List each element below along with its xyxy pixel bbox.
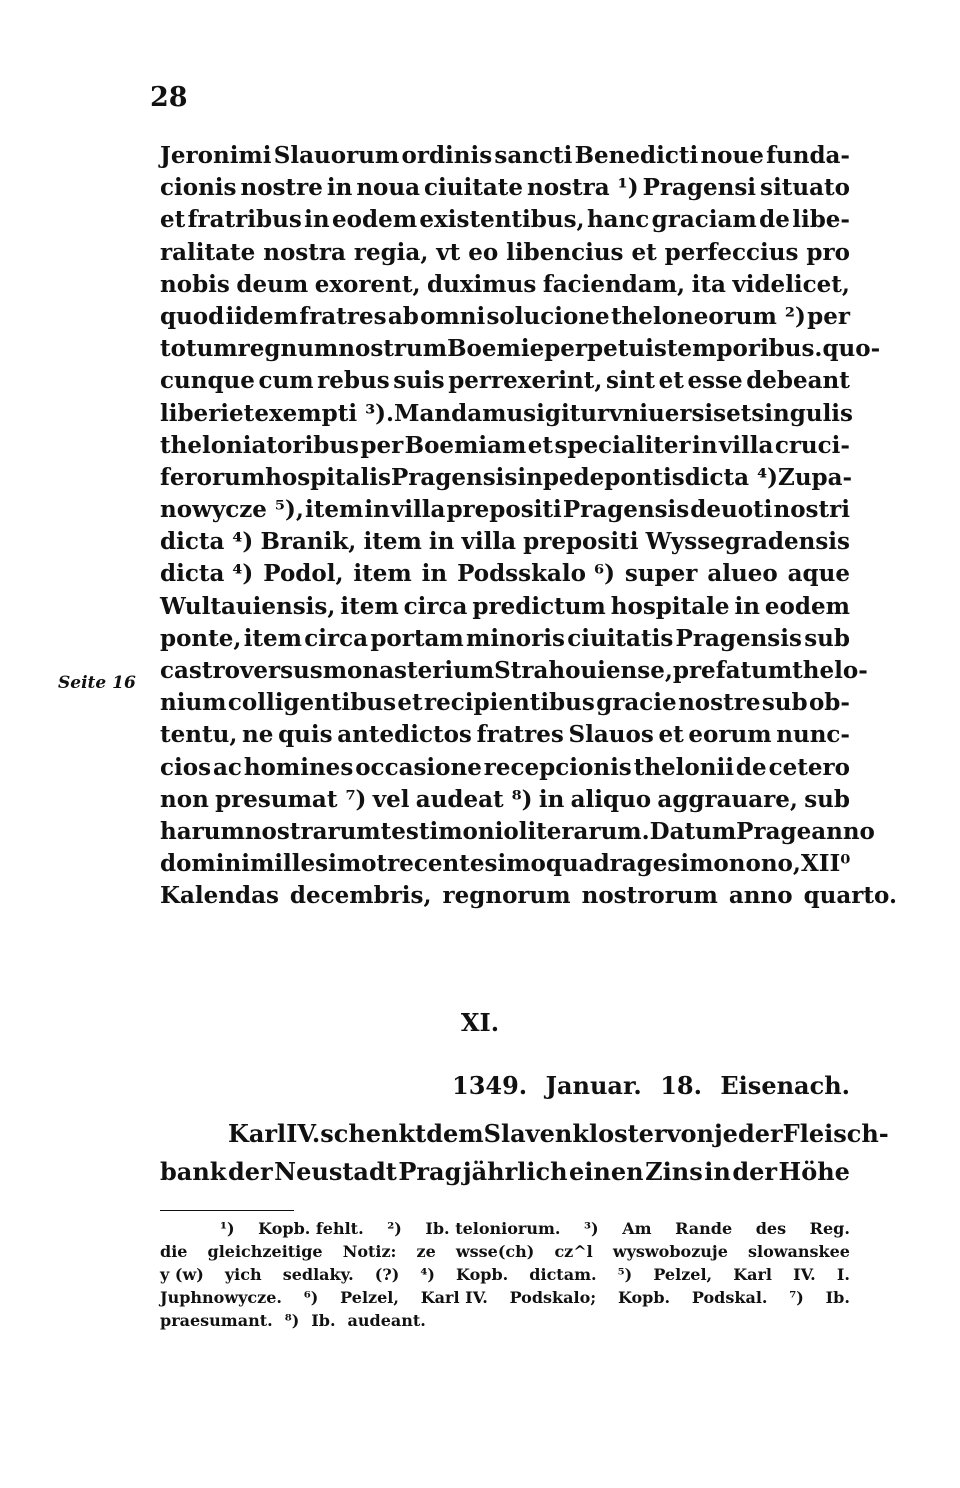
word: nostri — [773, 496, 850, 524]
word: exorent, — [314, 270, 421, 298]
word: thelonii — [633, 753, 734, 781]
word: Pelzel, — [340, 1288, 399, 1307]
word: vniuersis — [609, 399, 727, 427]
word: regia, — [353, 238, 429, 266]
word: wsse(ch) — [455, 1242, 535, 1261]
word: ob- — [808, 689, 850, 717]
word: hospitalis — [265, 463, 391, 491]
word: nostra ¹) — [526, 174, 639, 202]
text-line — [160, 816, 875, 848]
word: vt — [436, 238, 461, 266]
text-line — [160, 398, 853, 430]
text-line — [160, 172, 850, 204]
word: Podskalo; — [509, 1288, 597, 1307]
word: villa — [390, 496, 446, 524]
word: villa — [718, 431, 774, 459]
text-line — [160, 655, 868, 687]
word: nobis — [160, 270, 230, 298]
word: hanc — [586, 206, 650, 234]
word: ferorum — [160, 463, 266, 491]
word: ita — [691, 270, 726, 298]
word: specialiter — [554, 431, 691, 459]
word: cios — [160, 753, 212, 781]
word: libe- — [792, 206, 850, 234]
word: ²) — [387, 1219, 402, 1238]
word: dicta ⁴) — [160, 528, 254, 556]
word: domini — [160, 850, 250, 878]
word: Neustadt — [274, 1157, 397, 1186]
word: in — [538, 785, 565, 813]
word: item — [363, 528, 422, 556]
word: IV. — [793, 1265, 816, 1284]
word: circa — [403, 592, 468, 620]
word: super — [624, 560, 698, 588]
word: in — [304, 206, 330, 234]
word: sint — [605, 367, 655, 395]
text-line — [160, 526, 850, 558]
word: homines — [243, 753, 354, 781]
word: Branik, — [260, 528, 357, 556]
word: sub — [761, 689, 808, 717]
word: Karl IV. — [420, 1288, 488, 1307]
word: situato — [760, 174, 850, 202]
word: nono, — [728, 850, 801, 878]
word: exempti ³). — [254, 399, 395, 427]
text-line — [160, 204, 850, 236]
word: aggrauare, — [657, 785, 798, 813]
word: colligentibus — [227, 689, 397, 717]
word: Pragensi — [642, 174, 757, 202]
word: monasterium — [322, 657, 495, 684]
footnote-line — [160, 1263, 850, 1286]
word: in — [421, 560, 448, 588]
word: ³) — [584, 1219, 599, 1238]
word: de — [759, 206, 790, 234]
word: tentu, — [160, 721, 238, 749]
word: totum — [160, 335, 238, 363]
word: Höhe — [778, 1157, 850, 1186]
word: sub — [804, 624, 850, 652]
word: omni — [420, 302, 486, 330]
word: versus — [239, 657, 323, 684]
word: eodem — [764, 592, 850, 620]
word: ciuitate — [424, 174, 523, 202]
word: castro — [160, 657, 240, 684]
word: dicta ⁴) — [160, 560, 254, 588]
word: item — [340, 592, 399, 620]
word: prepositi — [523, 528, 639, 556]
word: pontis — [604, 463, 685, 491]
word: Zins — [645, 1157, 703, 1186]
word: perfeccius — [664, 238, 799, 266]
text-line — [160, 333, 881, 365]
word: sancti — [494, 142, 573, 169]
word: et — [658, 367, 684, 395]
word: quarto. — [803, 882, 897, 910]
word: trecentesimo — [376, 850, 546, 878]
word: Datum — [649, 817, 737, 845]
regest-text — [160, 1115, 889, 1191]
text-line — [160, 752, 850, 784]
word: anno — [811, 817, 875, 845]
word: Boemie — [447, 335, 545, 363]
word: Podol, — [263, 560, 344, 588]
word: XII⁰ — [800, 850, 851, 878]
word: eorum — [688, 721, 772, 749]
word: nostre — [240, 174, 323, 202]
word: noue — [700, 142, 764, 169]
word: Wultauiensis, — [160, 592, 336, 620]
word: audeant. — [347, 1311, 426, 1330]
word: suis — [393, 367, 445, 395]
word: dictam. — [529, 1265, 597, 1284]
word: slowanskee — [747, 1242, 850, 1261]
word: ne — [242, 721, 274, 749]
word: in — [692, 431, 718, 459]
word: recepcionis — [483, 753, 632, 781]
word: cionis — [160, 174, 237, 202]
word: ordinis — [401, 142, 493, 169]
word: fratres — [476, 721, 564, 749]
word: Podsskalo ⁶) — [457, 560, 615, 588]
word: de — [735, 753, 767, 781]
word: Pelzel, — [653, 1265, 713, 1284]
text-line — [160, 880, 897, 912]
word: nostrorum — [581, 882, 718, 910]
section-numeral: XI. — [460, 1008, 500, 1037]
word: Mandamus — [394, 399, 537, 427]
word: ⁷) — [789, 1288, 804, 1307]
word: videlicet, — [732, 270, 850, 298]
word: nowycze ⁵), — [160, 496, 304, 524]
word: item — [243, 624, 303, 652]
word: theloneorum ²) — [610, 302, 806, 330]
word: dicta ⁴) — [684, 463, 779, 491]
word: faciendam, — [542, 270, 686, 298]
word: Slauorum — [273, 142, 400, 169]
text-line — [160, 558, 850, 590]
word: et — [397, 689, 423, 717]
word: pro — [806, 238, 850, 266]
word: Kopb. — [456, 1265, 509, 1284]
word: fratribus — [187, 206, 302, 234]
word: schenkt — [320, 1119, 427, 1148]
date-part: 1349. — [452, 1071, 528, 1100]
word: bank — [160, 1157, 227, 1186]
text-line — [160, 623, 850, 655]
word: die — [160, 1242, 188, 1261]
word: Am — [622, 1219, 652, 1238]
text-line — [160, 591, 850, 623]
word: thelo- — [792, 657, 868, 684]
text-line — [160, 784, 850, 816]
word: Ib. — [825, 1288, 850, 1307]
word: harum — [160, 817, 245, 845]
word: jeder — [714, 1119, 783, 1148]
word: theloniatoribus — [160, 431, 359, 459]
word: millesimo — [249, 850, 377, 878]
word: decembris, — [289, 882, 432, 910]
regest-line — [160, 1115, 889, 1153]
word: cunque — [160, 367, 255, 395]
word: in — [734, 592, 760, 620]
text-line — [160, 237, 850, 269]
word: eo — [468, 238, 499, 266]
word: solucione — [486, 302, 610, 330]
word: non — [160, 785, 209, 813]
word: Slavenkloster — [483, 1119, 667, 1148]
word: sedlaky. — [282, 1265, 354, 1284]
word: des — [755, 1219, 787, 1238]
word: alueo — [707, 560, 778, 588]
word: prepositi — [446, 496, 562, 524]
word: Rande — [675, 1219, 733, 1238]
word: in — [517, 463, 543, 491]
text-line — [160, 365, 850, 397]
word: audeat ⁸) — [415, 785, 533, 813]
word: Kopb. fehlt. — [258, 1219, 364, 1238]
word: ciuitatis — [567, 624, 674, 652]
text-line — [160, 140, 850, 172]
word: anno — [728, 882, 793, 910]
word: Karl — [228, 1119, 287, 1148]
word: literarum. — [518, 817, 650, 845]
word: singulis — [751, 399, 853, 427]
word: testimonio — [380, 817, 519, 845]
word: minoris — [466, 624, 565, 652]
word: Zupa- — [778, 463, 853, 491]
word: hospitale — [610, 592, 730, 620]
word: einen — [569, 1157, 644, 1186]
word: ⁶) — [303, 1288, 319, 1307]
word: gleichzeitige — [207, 1242, 323, 1261]
word: cz^l — [554, 1242, 593, 1261]
word: igitur — [536, 399, 610, 427]
word: in — [364, 496, 390, 524]
word: et — [229, 399, 255, 427]
word: graciam — [651, 206, 757, 234]
word: Ib. teloniorum. — [425, 1219, 561, 1238]
text-line — [160, 301, 850, 333]
document-date-line — [452, 1071, 850, 1100]
word: cruci- — [774, 431, 850, 459]
word: et — [527, 431, 554, 459]
word: Kopb. — [617, 1288, 671, 1307]
word: Reg. — [809, 1219, 850, 1238]
word: et — [631, 238, 657, 266]
word: ⁸) — [284, 1311, 300, 1330]
word: ab — [387, 302, 419, 330]
word: nostrum — [338, 335, 448, 363]
word: eodem — [332, 206, 418, 234]
word: noua — [356, 174, 421, 202]
word: Slauos — [568, 721, 654, 749]
text-line — [160, 269, 850, 301]
word: quo- — [822, 335, 881, 363]
word: Jeronimi — [160, 142, 272, 169]
word: ponte, — [160, 624, 242, 652]
footnote-line — [160, 1217, 850, 1240]
footnote-line — [160, 1309, 850, 1332]
word: temporibus. — [666, 335, 823, 363]
word: I. — [836, 1265, 850, 1284]
word: perpetuis — [544, 335, 667, 363]
word: Wyssegradensis — [645, 528, 850, 556]
word: y (w) — [160, 1265, 204, 1284]
text-line — [160, 430, 850, 462]
word: von — [666, 1119, 714, 1148]
text-line — [160, 848, 850, 880]
word: funda- — [766, 142, 850, 169]
text-line — [160, 687, 850, 719]
word: praesumant. — [160, 1311, 273, 1330]
word: presumat ⁷) — [215, 785, 367, 813]
word: Prag — [398, 1157, 462, 1186]
word: ze — [416, 1242, 436, 1261]
word: der — [227, 1157, 273, 1186]
word: duximus — [427, 270, 537, 298]
word: regnorum — [442, 882, 571, 910]
footnote-line — [160, 1286, 850, 1309]
word: vel — [372, 785, 410, 813]
word: nostra — [263, 238, 346, 266]
word: Boemiam — [404, 431, 527, 459]
text-line — [160, 494, 850, 526]
word: per — [807, 302, 850, 330]
word: regnum — [237, 335, 339, 363]
word: ¹) — [220, 1219, 235, 1238]
word: Pragensis — [390, 463, 518, 491]
word: quadragesimo — [545, 850, 729, 878]
word: pede — [542, 463, 605, 491]
word: ralitate — [160, 238, 256, 266]
word: per — [360, 431, 404, 459]
date-part: 18. — [660, 1071, 702, 1100]
word: deuoti — [690, 496, 773, 524]
word: rebus — [317, 367, 390, 395]
word: gracie — [596, 689, 677, 717]
word: Fleisch- — [782, 1119, 889, 1148]
word: Prage — [736, 817, 812, 845]
word: nium — [160, 689, 227, 717]
word: liberi — [160, 399, 230, 427]
text-line — [160, 462, 853, 494]
footnotes — [160, 1217, 850, 1332]
word: occasione — [355, 753, 482, 781]
word: quis — [278, 721, 333, 749]
word: Pragensis — [675, 624, 802, 652]
footnote-rule — [160, 1210, 294, 1211]
word: recipientibus — [424, 689, 595, 717]
word: libencius — [506, 238, 624, 266]
word: Kalendas — [160, 882, 279, 910]
word: sub — [804, 785, 850, 813]
word: aque — [787, 560, 850, 588]
word: aliquo — [570, 785, 652, 813]
word: ⁵) — [617, 1265, 633, 1284]
word: wyswobozuje — [612, 1242, 728, 1261]
word: nostre — [678, 689, 761, 717]
word: dem — [426, 1119, 484, 1148]
word: ac — [212, 753, 242, 781]
word: Podskal. — [691, 1288, 768, 1307]
word: Strahouiense, — [494, 657, 673, 684]
text-line — [160, 719, 850, 751]
word: item — [353, 560, 412, 588]
word: villa — [461, 528, 516, 556]
word: jährlich — [462, 1157, 568, 1186]
word: prefatum — [672, 657, 793, 684]
date-part: Januar. — [545, 1071, 642, 1100]
word: IV. — [286, 1119, 321, 1148]
word: et — [160, 206, 186, 234]
word: perrexerint, — [448, 367, 603, 395]
word: circa — [304, 624, 369, 652]
word: portam — [370, 624, 464, 652]
word: item — [304, 496, 364, 524]
margin-note: Seite 16 — [58, 673, 136, 693]
word: predictum — [472, 592, 606, 620]
word: der — [732, 1157, 778, 1186]
footnote-line — [160, 1240, 850, 1263]
word: nostrarum — [244, 817, 381, 845]
word: Juphnowycze. — [160, 1288, 282, 1307]
word: esse — [687, 367, 743, 395]
word: in — [704, 1157, 731, 1186]
word: antedictos — [337, 721, 472, 749]
word: Karl — [733, 1265, 772, 1284]
word: et — [726, 399, 752, 427]
word: (?) — [374, 1265, 400, 1284]
word: cum — [258, 367, 314, 395]
regest-line — [160, 1153, 850, 1191]
word: Ib. — [311, 1311, 336, 1330]
word: yich — [224, 1265, 262, 1284]
word: in — [428, 528, 455, 556]
word: ⁴) — [420, 1265, 435, 1284]
word: deum — [236, 270, 309, 298]
word: nunc- — [776, 721, 850, 749]
word: et — [658, 721, 684, 749]
page-number: 28 — [150, 82, 188, 113]
word: in — [326, 174, 353, 202]
word: Pragensis — [562, 496, 690, 524]
word: quod — [160, 302, 225, 330]
word: cetero — [768, 753, 850, 781]
word: iidem — [225, 302, 299, 330]
word: Benedicti — [574, 142, 699, 169]
date-part: Eisenach. — [720, 1071, 850, 1100]
word: debeant — [746, 367, 850, 395]
word: fratres — [299, 302, 387, 330]
word: existentibus, — [419, 206, 585, 234]
charter-text — [160, 140, 897, 913]
word: Notiz: — [342, 1242, 397, 1261]
